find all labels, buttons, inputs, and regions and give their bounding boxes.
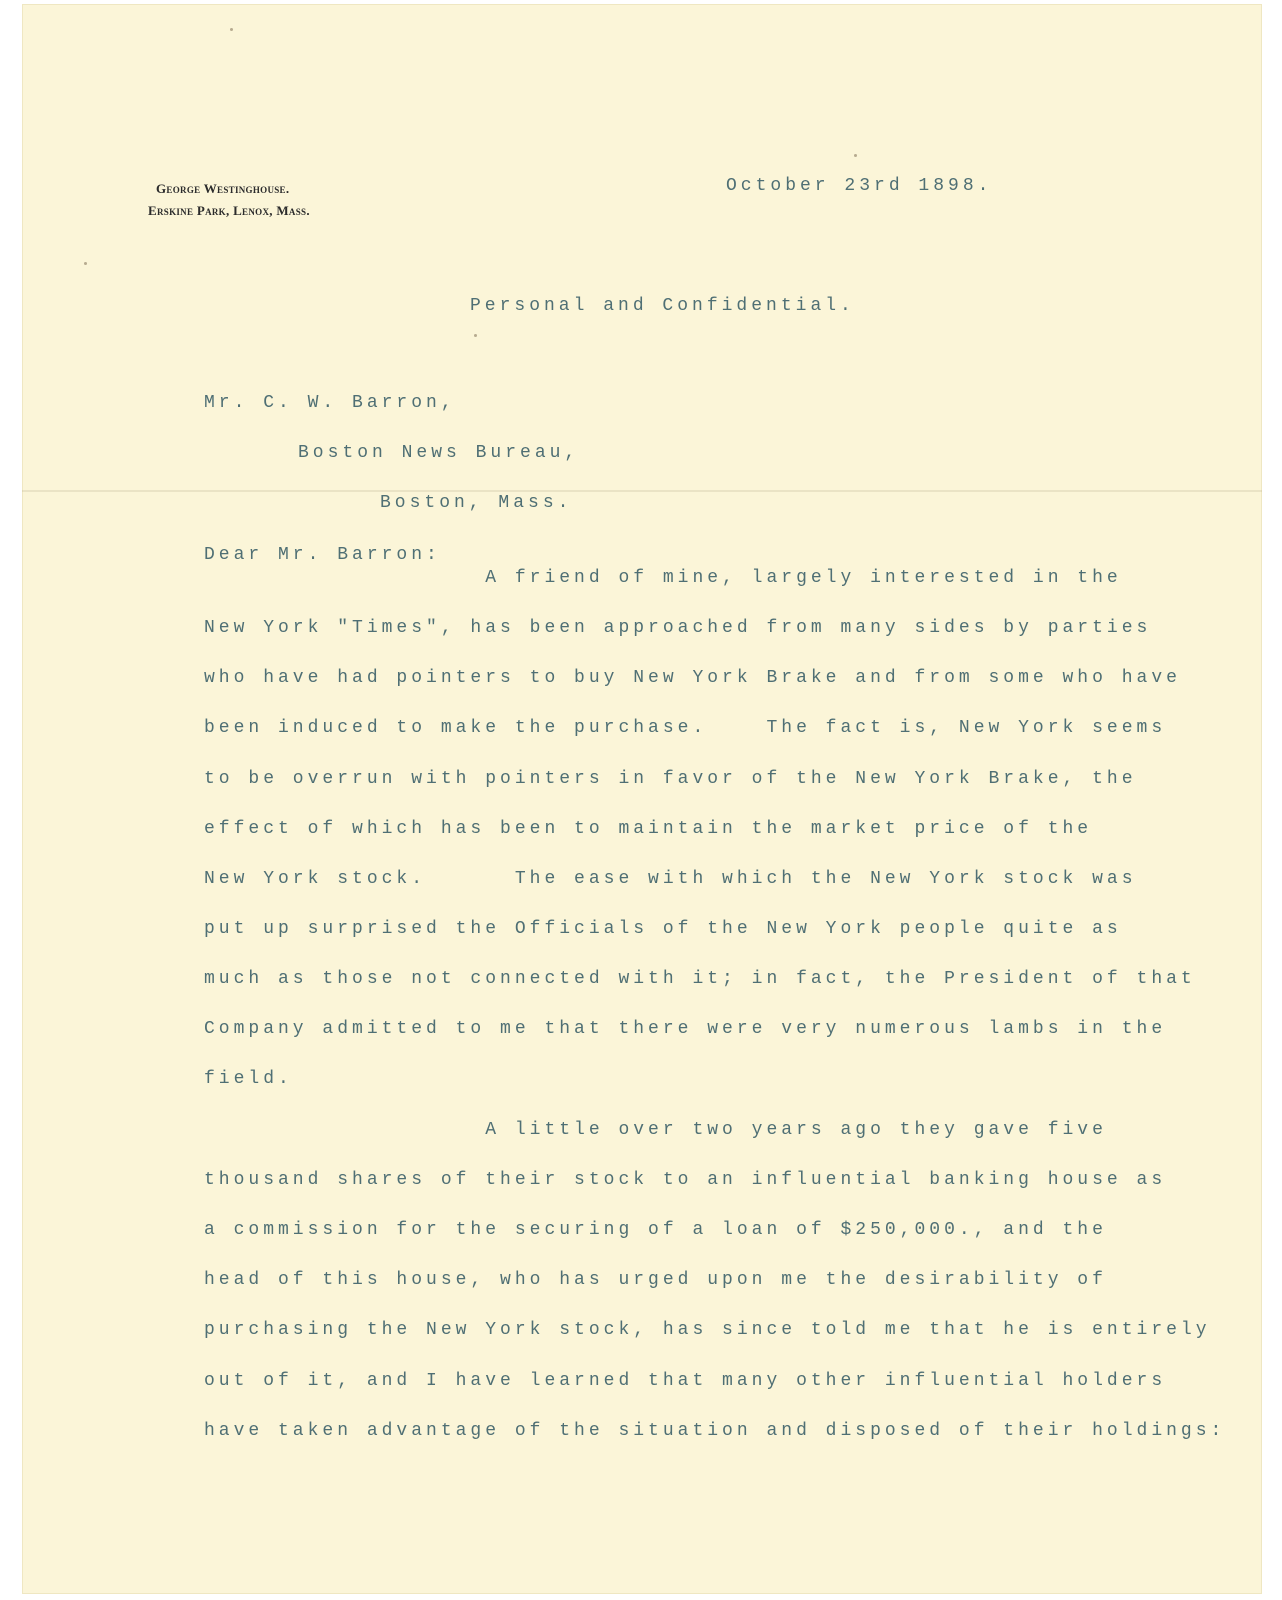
letter-heading: Personal and Confidential. bbox=[470, 296, 855, 316]
body-line: have taken advantage of the situation and disposed of their holdings: bbox=[204, 1421, 1226, 1441]
letter-date: October 23rd 1898. bbox=[726, 176, 993, 196]
body-line: to be overrun with pointers in favor of the New York Brake, the bbox=[204, 769, 1137, 789]
recipient-name: Mr. C. W. Barron, bbox=[204, 393, 456, 413]
paper-fold-crease bbox=[22, 490, 1262, 492]
paper-speck bbox=[474, 334, 477, 337]
body-line: put up surprised the Officials of the New York people quite as bbox=[204, 919, 1122, 939]
letterhead bbox=[148, 178, 310, 222]
body-line: who have had pointers to buy New York Brake and from some who have bbox=[204, 668, 1181, 688]
paper-speck bbox=[84, 262, 87, 265]
paper-speck bbox=[854, 154, 857, 157]
letter-page bbox=[22, 4, 1262, 1594]
body-line: out of it, and I have learned that many other influential holders bbox=[204, 1371, 1167, 1391]
body-line: head of this house, who has urged upon me the desirability of bbox=[204, 1270, 1107, 1290]
letterhead-address: Erskine Park, Lenox, Mass. bbox=[148, 203, 310, 218]
recipient-organization: Boston News Bureau, bbox=[298, 443, 580, 463]
body-line: field. bbox=[204, 1069, 293, 1089]
body-line: purchasing the New York stock, has since told me that he is entirely bbox=[204, 1320, 1211, 1340]
body-line: Company admitted to me that there were very numerous lambs in the bbox=[204, 1019, 1167, 1039]
body-line: A friend of mine, largely interested in the bbox=[204, 568, 1122, 588]
body-line: A little over two years ago they gave five bbox=[204, 1120, 1107, 1140]
body-line: been induced to make the purchase. The fact is, New York seems bbox=[204, 718, 1167, 738]
recipient-city: Boston, Mass. bbox=[380, 493, 573, 513]
body-line: thousand shares of their stock to an influential banking house as bbox=[204, 1170, 1167, 1190]
body-line: New York stock. The ease with which the New York stock was bbox=[204, 869, 1137, 889]
salutation: Dear Mr. Barron: bbox=[204, 545, 441, 565]
body-line: New York "Times", has been approached from many sides by parties bbox=[204, 618, 1152, 638]
body-line: effect of which has been to maintain the market price of the bbox=[204, 819, 1093, 839]
body-line: much as those not connected with it; in fact, the President of that bbox=[204, 969, 1196, 989]
body-line: a commission for the securing of a loan of $250,000., and the bbox=[204, 1220, 1107, 1240]
letterhead-name: George Westinghouse. bbox=[156, 181, 290, 196]
paper-speck bbox=[230, 28, 233, 31]
